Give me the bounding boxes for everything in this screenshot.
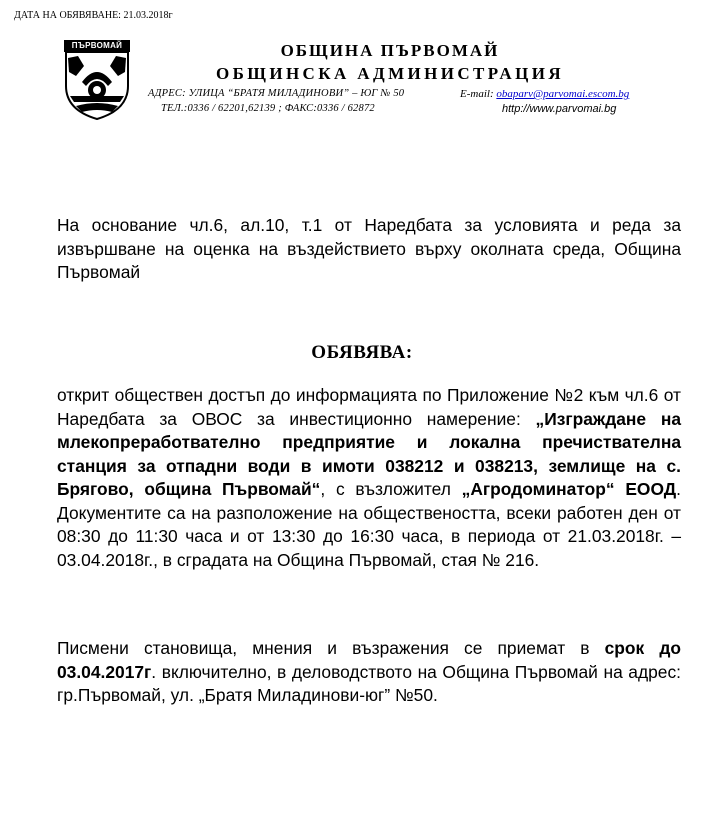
announcement-text-2: , с възложител <box>320 479 462 499</box>
publication-date-stamp: ДАТА НА ОБЯВЯВАНЕ: 21.03.2018г <box>14 10 173 21</box>
email-line <box>460 88 629 100</box>
website-link[interactable]: http://www.parvomai.bg <box>502 103 617 115</box>
email-link[interactable]: obaparv@parvomai.escom.bg <box>496 88 630 100</box>
crest-shield-icon <box>64 52 130 120</box>
intro-paragraph: На основание чл.6, ал.10, т.1 от Наредбата за условията и реда за извършване на оценка на въздействието върху околната среда, Община Първомай <box>57 215 681 282</box>
announcement-text-1: открит обществен достъп до информацията по Приложение №2 към чл.6 от Наредбата за ОВОС за инвестиционно намерение: <box>57 385 681 429</box>
crest-label: ПЪРВОМАЙ <box>64 40 130 52</box>
submission-paragraph <box>57 637 681 708</box>
submission-deadline: срок до 03.04.2017г <box>57 638 681 682</box>
municipality-name: ОБЩИНА ПЪРВОМАЙ <box>280 41 500 60</box>
email-label: E-mail: <box>460 88 494 100</box>
municipality-crest <box>64 40 130 120</box>
project-name: „Изграждане на млекопреработвателно предприятие и локална пречиствателна станция за отпадни води в имоти 038212 и 038213, землище на с. Брягово, община Първомай“ <box>57 408 681 499</box>
administration-name: ОБЩИНСКА АДМИНИСТРАЦИЯ <box>215 64 565 83</box>
announcement-paragraph <box>57 384 681 572</box>
announcement-text-3: . Документите са на разположение на обществеността, всеки работен ден от 08:30 до 11:30 часа и от 13:30 до 16:30 часа, в периода от 21.03.2018г. – 03.04.2018г., в сградата на Община Първомай, стая № 216. <box>57 479 681 570</box>
submission-text-2: . включително, в деловодството на Община Първомай на адрес: гр.Първомай, ул. „Братя Миладинови-юг” №50. <box>57 661 681 705</box>
submission-text-1: Писмени становища, мнения и възражения се приемат в <box>57 638 605 658</box>
announcement-title: ОБЯВЯВА: <box>311 342 413 363</box>
phone-fax-line: ТЕЛ.:0336 / 62201,62139 ; ФАКС:0336 / 62872 <box>161 103 375 114</box>
address-line: АДРЕС: УЛИЦА “БРАТЯ МИЛАДИНОВИ” – ЮГ № 50 <box>148 88 405 99</box>
contractor-name: „Агродоминатор“ ЕООД <box>461 479 677 499</box>
